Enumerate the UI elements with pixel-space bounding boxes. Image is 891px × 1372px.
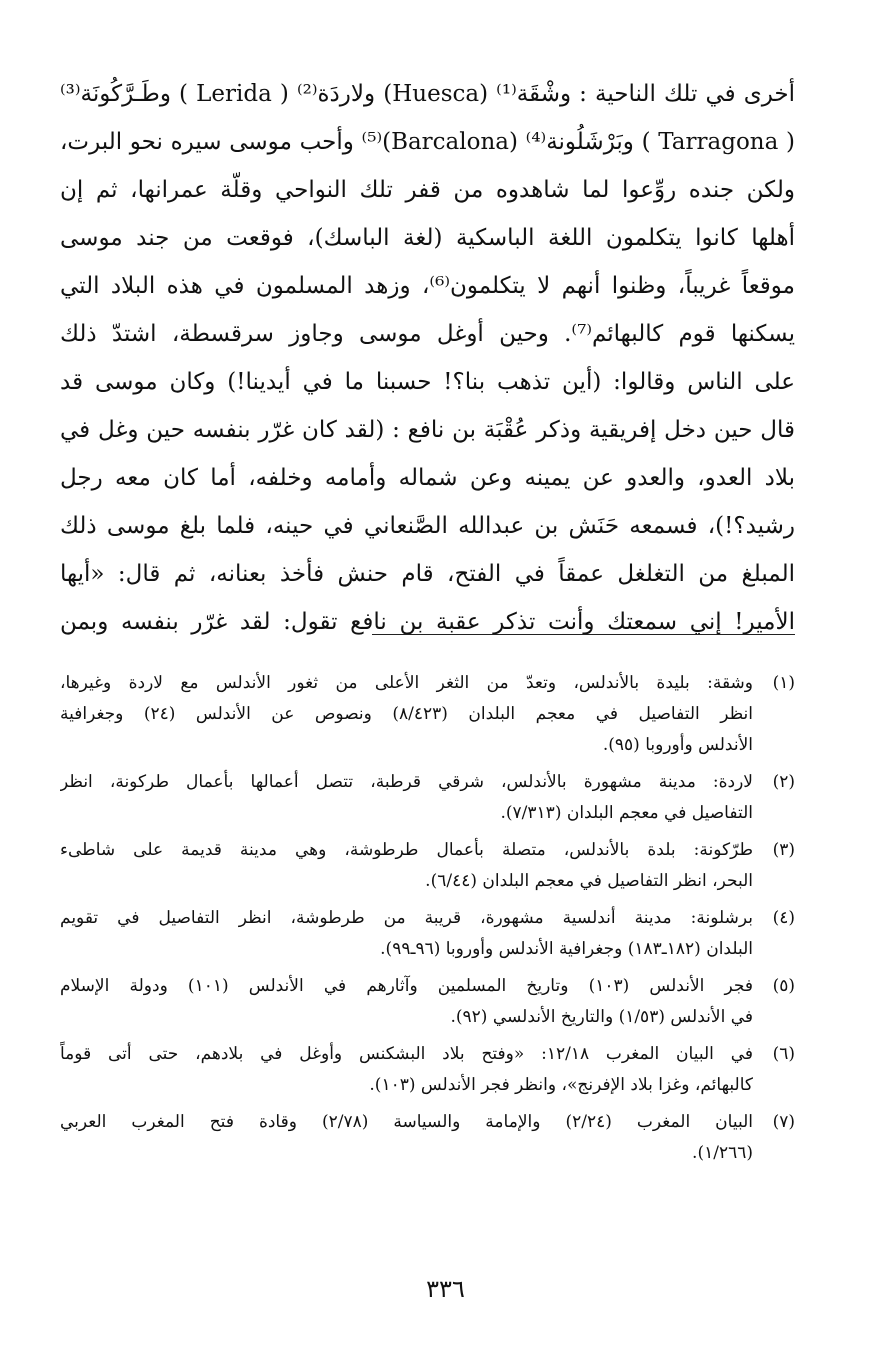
body-line-12: الأمير! إني سمعتك وأنت تذكر عقبة بن نافع تقول: لقد غرّر بنفسه وبمن (60, 609, 795, 635)
footnote-line: وشقة: بليدة بالأندلس، وتعدّ من الثغر الأعلى من ثغور الأندلس مع لاردة وغيرها، (60, 673, 753, 693)
footnote-line: البلدان (١٨٢ـ١٨٣) وجغرافية الأندلس وأوروبا (٩٦ـ٩٩). (380, 939, 753, 959)
footnote-number: (٥) (772, 976, 795, 996)
body-line-7: على الناس وقالوا: (أين تذهب بنا؟! حسبنا ما في أيدينا!) وكان موسى قد (60, 369, 795, 395)
footnote-line: (١/٢٦٦). (692, 1143, 753, 1163)
body-line-10: رشيد؟!)، فسمعه حَنَش بن عبدالله الصَّنعاني في حينه، فلما بلغ موسى ذلك (60, 513, 795, 539)
footnote-number: (٤) (772, 908, 795, 928)
footnote-line: البيان المغرب (٢/٢٤) والإمامة والسياسة (٢/٧٨) وقادة فتح المغرب العربي (60, 1112, 753, 1132)
body-line-8: قال حين دخل إفريقية وذكر عُقْبَة بن نافع : (لقد كان غرّر بنفسه حين وغل في (60, 417, 795, 443)
page-number: ٣٣٦ (426, 1275, 465, 1303)
footnote-5 (60, 971, 795, 1033)
footnote-line: فجر الأندلس (١٠٣) وتاريخ المسلمين وآثارهم في الأندلس (١٠١) ودولة الإسلام (60, 976, 753, 996)
footnote-number: (٢) (772, 772, 795, 792)
footnote-number: (٣) (772, 840, 795, 860)
body-line-9: بلاد العدو، والعدو عن يمينه وعن شماله وأمامه وخلفه، أما كان معه رجل (60, 465, 795, 491)
footnote-1 (60, 668, 795, 761)
footnote-line: البحر، انظر التفاصيل في معجم البلدان (٦/٤٤). (425, 871, 753, 891)
footnote-7 (60, 1107, 795, 1169)
footnote-number: (١) (772, 673, 795, 693)
footnote-line: في البيان المغرب ١٢/١٨: «وفتح بلاد البشكنس وأوغل في بلادهم، حتى أتى قوماً (60, 1044, 753, 1064)
body-line-11: المبلغ من التغلغل عمقاً في الفتح، قام حنش فأخذ بعنانه، ثم قال: «أيها (60, 561, 795, 587)
body-line-4: أهلها كانوا يتكلمون اللغة الباسكية (لغة الباسك)، فوقعت من جند موسى (60, 225, 795, 251)
footnote-2 (60, 767, 795, 829)
body-line-1: أخرى في تلك الناحية : وشْقَة⁽¹⁾ (Huesca) ولاردَة⁽²⁾ ( Lerida ) وطَـرَّكُونَة⁽³⁾ (60, 81, 795, 107)
footnote-line: لاردة: مدينة مشهورة بالأندلس، شرقي قرطبة، تتصل أعمالها بأعمال طركونة، انظر (60, 772, 753, 792)
body-line-3: ولكن جنده روِّعوا لما شاهدوه من قفر تلك النواحي وقلّة عمرانها، ثم إن (60, 177, 795, 203)
footnote-line: طرّكونة: بلدة بالأندلس، متصلة بأعمال طرطوشة، وهي مدينة قديمة على شاطىء (60, 840, 753, 860)
main-text-block (60, 70, 795, 646)
footnote-line: انظر التفاصيل في معجم البلدان (٨/٤٢٣) ونصوص عن الأندلس (٢٤) وجغرافية (60, 704, 753, 724)
footnote-line: برشلونة: مدينة أندلسية مشهورة، قريبة من طرطوشة، انظر التفاصيل في تقويم (60, 908, 753, 928)
footnote-6 (60, 1039, 795, 1101)
footnote-3 (60, 835, 795, 897)
footnotes (60, 668, 795, 1175)
footnote-line: الأندلس وأوروبا (٩٥). (602, 735, 753, 755)
footnote-number: (٧) (772, 1112, 795, 1132)
body-line-6: يسكنها قوم كالبهائم⁽⁷⁾. وحين أوغل موسى وجاوز سرقسطة، اشتدّ ذلك (60, 321, 795, 347)
footnote-separator (372, 634, 795, 635)
footnote-line: كالبهائم، وغزا بلاد الإفرنج»، وانظر فجر الأندلس (١٠٣). (369, 1075, 753, 1095)
footnote-number: (٦) (772, 1044, 795, 1064)
body-line-2: ( Tarragona ) وبَرْشَلُونة⁽⁴⁾ (Barcalona)⁽⁵⁾ وأحب موسى سيره نحو البرت، (60, 129, 795, 155)
body-line-5: موقعاً غريباً، وظنوا أنهم لا يتكلمون⁽⁶⁾، وزهد المسلمون في هذه البلاد التي (60, 273, 795, 299)
footnote-line: التفاصيل في معجم البلدان (٧/٣١٣). (500, 803, 753, 823)
footnote-line: في الأندلس (١/٥٣) والتاريخ الأندلسي (٩٢). (450, 1007, 753, 1027)
footnote-4 (60, 903, 795, 965)
